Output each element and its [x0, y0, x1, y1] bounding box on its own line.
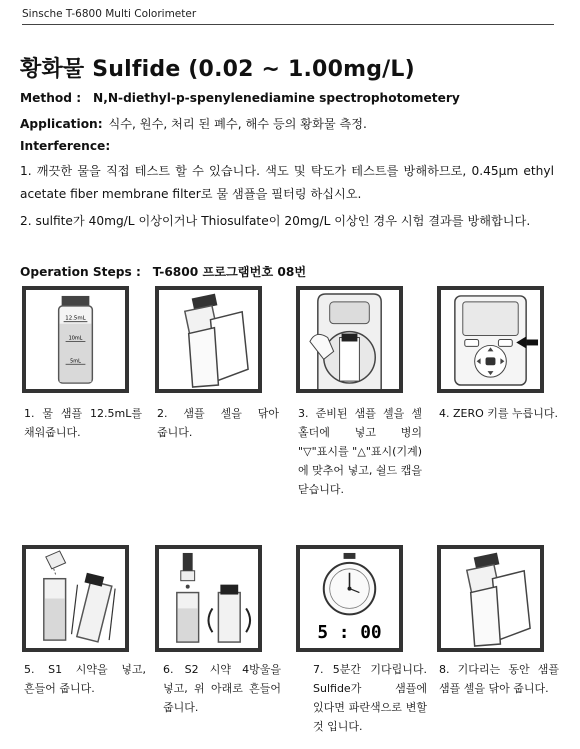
application-label: Application:	[20, 117, 103, 131]
step-7-figure	[296, 545, 403, 652]
step-6-caption: 6. S2 시약 4방울을 넣고, 위 아래로 흔들어 줍니다.	[163, 663, 281, 714]
step-8-figure	[437, 545, 544, 652]
vial-mark-5: 5mL	[70, 358, 81, 365]
step-7-caption: 7. 5분간 기다립니다. Sulfide가 샘플에 있다면 파란색으로 변할 것 입니다.	[313, 663, 427, 733]
interference-item-2: 2. sulfite가 40mg/L 이상이거나 Thiosulfate이 20mg/L 이상인 경우 시험 결과를 방해합니다.	[20, 214, 531, 228]
zero-key-icon	[441, 290, 540, 389]
timer-display: 5 : 00	[317, 622, 382, 644]
method-line	[20, 91, 460, 105]
vial-mark-12-5: 12.5mL	[65, 315, 86, 322]
step-1-figure	[22, 286, 129, 393]
method-value: N,N-diethyl-p-spenylenediamine spectrophotometery	[93, 91, 460, 105]
step-5-figure	[22, 545, 129, 652]
interference-item-1: 1. 깨끗한 물을 직접 테스트 할 수 있습니다. 색도 및 탁도가 테스트를 방해하므로, 0.45μm ethyl acetate fiber membrane filter로 물 샘플을 필터링 하십시오.	[20, 164, 554, 201]
sample-vial-icon	[26, 290, 125, 389]
operation-value: T-6800 프로그램번호 08번	[152, 265, 307, 279]
application-line	[20, 115, 367, 132]
step-2-figure	[155, 286, 262, 393]
step-2-caption: 2. 샘플 셀을 닦아 줍니다.	[157, 407, 279, 439]
step-8-caption: 8. 기다리는 동안 샘플 샘플 셀을 닦아 줍니다.	[439, 663, 559, 695]
step-4-figure	[437, 286, 544, 393]
application-value: 식수, 원수, 처리 된 폐수, 해수 등의 황화물 측정.	[108, 117, 367, 131]
timer-icon	[300, 549, 399, 648]
wipe-cell-icon	[159, 290, 258, 389]
reagent-s2-icon	[159, 549, 258, 648]
vial-mark-10: 10mL	[68, 335, 83, 342]
step-3-figure	[296, 286, 403, 393]
step-5-caption: 5. S1 시약을 넣고, 흔들어 줍니다.	[24, 663, 146, 695]
method-label: Method :	[20, 91, 82, 105]
page-title: 황화물 Sulfide (0.02 ~ 1.00mg/L)	[20, 57, 415, 82]
reagent-s1-icon	[26, 549, 125, 648]
step-1-caption: 1. 물 샘플 12.5mL를 채워줍니다.	[24, 407, 142, 439]
step-6-figure	[155, 545, 262, 652]
operation-line	[20, 263, 306, 280]
interference-label: Interference:	[20, 139, 111, 153]
wipe-cell-icon	[441, 549, 540, 648]
document-header: Sinsche T-6800 Multi Colorimeter	[22, 8, 554, 25]
step-4-caption: 4. ZERO 키를 누릅니다.	[439, 407, 559, 420]
cell-holder-icon	[300, 290, 399, 389]
step-3-caption: 3. 준비된 샘플 셀을 셀 홀더에 넣고 병의 "▽"표시를 "△"표시(기계)에 맞추어 넣고, 쉴드 캡을 닫습니다.	[298, 407, 422, 496]
operation-label: Operation Steps :	[20, 265, 141, 279]
